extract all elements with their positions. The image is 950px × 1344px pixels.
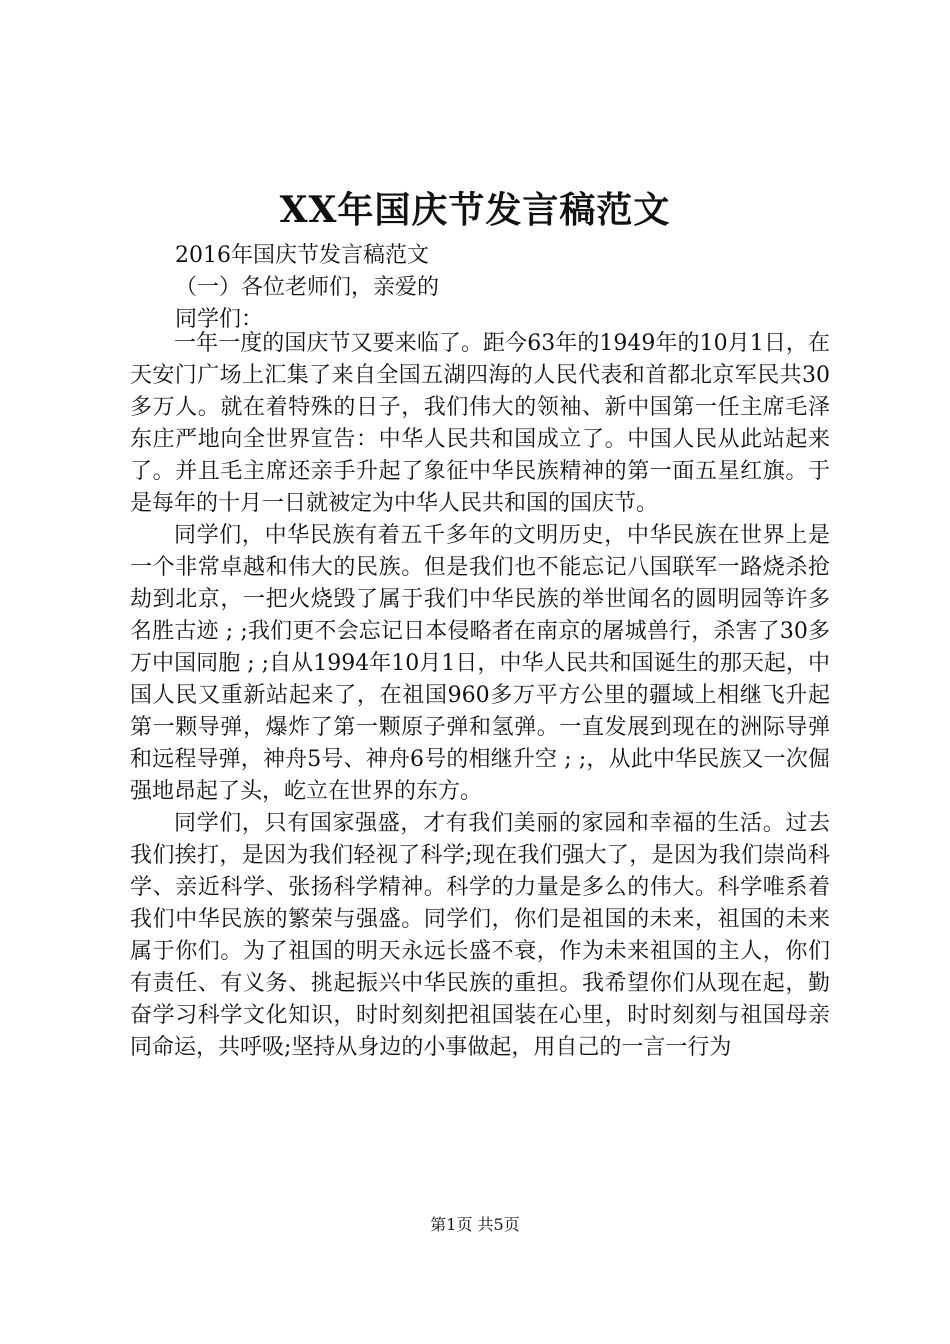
greeting-line-2: 同学们：: [175, 307, 264, 332]
intro-block: [175, 240, 875, 336]
document-body: [130, 328, 830, 1064]
greeting-line-1: （一）各位老师们，亲爱的: [175, 275, 440, 300]
page-footer: 第1页 共5页: [430, 1215, 520, 1234]
subtitle: 2016年国庆节发言稿范文: [175, 243, 429, 268]
paragraph-3: 同学们，只有国家强盛，才有我们美丽的家园和幸福的生活。过去我们挨打，是因为我们轻视了科学;现在我们强大了，是因为我们崇尚科学、亲近科学、张扬科学精神。科学的力量是多么的伟大。科学唯系着我们中华民族的繁荣与强盛。同学们，你们是祖国的未来，祖国的未来属于你们。为了祖国的明天永远长盛不衰，作为未来祖国的主人，你们有责任、有义务、挑起振兴中华民族的重担。我希望你们从现在起，勤奋学习科学文化知识，时时刻刻把祖国装在心里，时时刻刻与祖国母亲同命运，共呼吸;坚持从身边的小事做起，用自己的一言一行为: [130, 811, 830, 1060]
paragraph-2: 同学们，中华民族有着五千多年的文明历史，中华民族在世界上是一个非常卓越和伟大的民族。但是我们也不能忘记八国联军一路烧杀抢劫到北京，一把火烧毁了属于我们中华民族的举世闻名的圆明园等许多名胜古迹 ; ;我们更不会忘记日本侵略者在南京的屠城兽行，杀害了30多万中国同胞 ; ;自从1994年10月1日，中华人民共和国诞生的那天起，中国人民又重新站起来了，在祖国960多万平方公里的疆域上相继飞升起第一颗导弹，爆炸了第一颗原子弹和氢弹。一直发展到现在的洲际导弹和远程导弹，神舟5号、神舟6号的相继升空 ; ;，从此中华民族又一次倔强地昂起了头，屹立在世界的东方。: [130, 523, 830, 804]
document-title: XX年国庆节发言稿范文: [279, 189, 671, 231]
paragraph-1: 一年一度的国庆节又要来临了。距今63年的1949年的10月1日，在天安门广场上汇集了来自全国五湖四海的人民代表和首都北京军民共30多万人。就在着特殊的日子，我们伟大的领袖、新中国第一任主席毛泽东庄严地向全世界宣告：中华人民共和国成立了。中国人民从此站起来了。并且毛主席还亲手升起了象征中华民族精神的第一面五星红旗。于是每年的十月一日就被定为中华人民共和国的国庆节。: [130, 331, 830, 516]
